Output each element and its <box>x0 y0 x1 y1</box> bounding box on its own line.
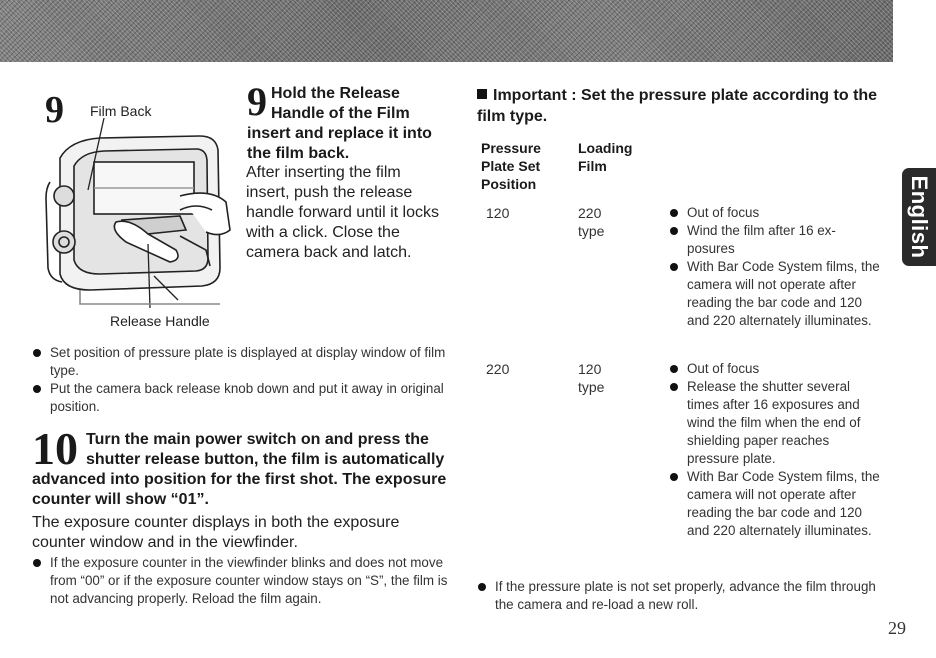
page-number: 29 <box>888 618 906 638</box>
list-item: If the pressure plate is not set properly, advance the film through the camera and re-load a new roll. <box>477 578 887 614</box>
step9-heading <box>247 79 457 164</box>
label-release-handle: Release Handle <box>110 313 210 329</box>
list-item: If the exposure counter in the viewfinder blinks and does not move from “00” or if the exposure counter window stays on “S”, the film is not advancing properly. Reload the film again. <box>32 554 452 608</box>
row2-plate: 220 <box>486 361 510 377</box>
row1-film: 220 type <box>578 205 605 239</box>
step9-body: After inserting the film insert, push the release handle forward until it locks with a click. Close the camera back and latch. <box>246 164 439 261</box>
list-item: With Bar Code System films, the camera will not operate after reading the bar code and 120 and 220 alternately illuminates. <box>669 468 881 540</box>
language-tab <box>902 168 936 266</box>
row2-notes <box>669 360 881 540</box>
list-item: With Bar Code System films, the camera will not operate after reading the bar code and 120 and 220 alternately illuminates. <box>669 258 881 330</box>
row1-plate: 120 <box>486 205 510 221</box>
step10-notes <box>32 554 452 608</box>
header-band-edge <box>893 0 936 62</box>
camera-film-back-illustration <box>30 118 245 318</box>
row1-notes <box>669 204 881 330</box>
figure-step-number: 9 <box>45 89 64 131</box>
step9-heading-number: 9 <box>247 79 267 124</box>
step10-heading <box>32 423 452 510</box>
list-item: Wind the film after 16 ex-posures <box>669 222 857 258</box>
step9-heading-text: Hold the Release Handle of the Film insert and replace it into the film back. <box>247 85 432 162</box>
list-item: Release the shutter several times after 16 exposures and wind the film when the end of shielding paper reaches pressure plate. <box>669 378 881 468</box>
important-footnote <box>477 578 887 614</box>
important-title-text: Important : Set the pressure plate according to the film type. <box>477 87 878 125</box>
col-header-pressure-plate: Pressure Plate Set Position <box>481 140 541 192</box>
important-title <box>477 85 887 127</box>
list-item: Put the camera back release knob down and put it away in original position. <box>32 380 452 416</box>
header-texture-band <box>0 0 893 62</box>
col-header-loading-film: Loading Film <box>578 140 633 174</box>
step9-notes <box>32 344 452 416</box>
list-item: Set position of pressure plate is displayed at display window of film type. <box>32 344 452 380</box>
list-item: Out of focus <box>669 360 881 378</box>
label-film-back: Film Back <box>90 103 152 119</box>
step10-number: 10 <box>32 423 78 474</box>
language-tab-label: English <box>907 175 932 259</box>
step10-body: The exposure counter displays in both the exposure counter window and in the viewfinder. <box>32 514 400 551</box>
row2-film: 120 type <box>578 361 605 395</box>
step10-heading-text: Turn the main power switch on and press the shutter release button, the film is automatically advanced into position for the first shot. The exposure counter will show “01”. <box>32 431 447 508</box>
square-bullet-icon <box>477 89 487 99</box>
list-item: Out of focus <box>669 204 881 222</box>
